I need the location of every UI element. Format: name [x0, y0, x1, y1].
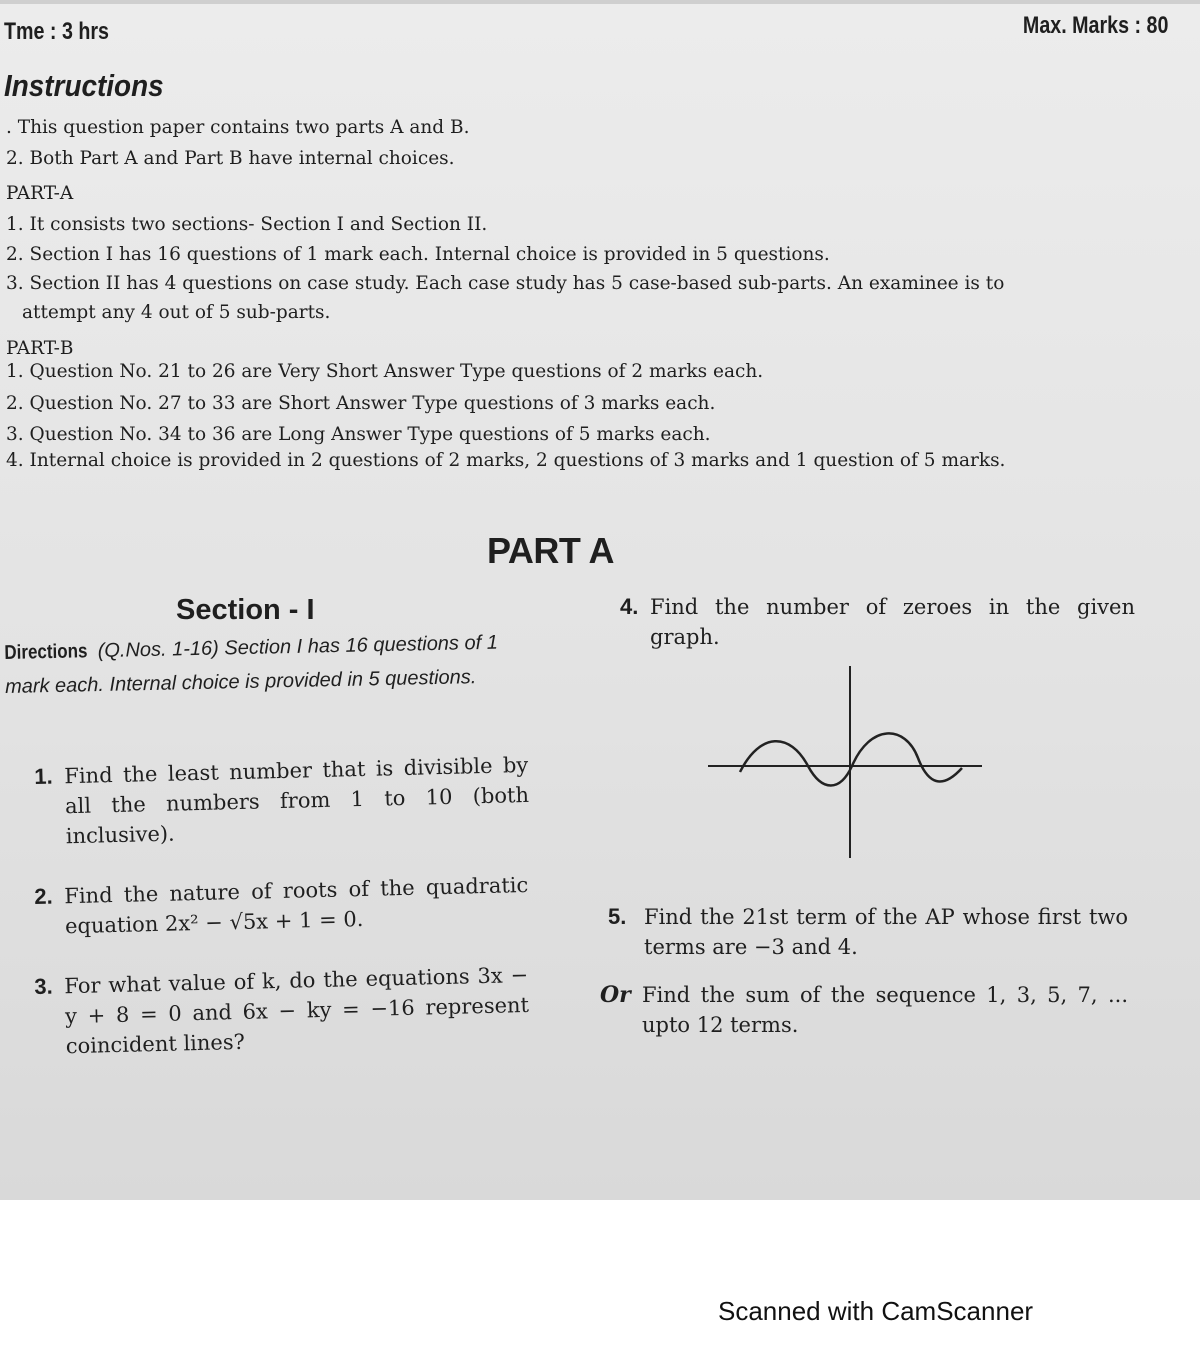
instructions-title: Instructions [4, 68, 164, 103]
camscanner-footer: Scanned with CamScanner [718, 1296, 1034, 1326]
question-text: Find the number of zeroes in the given graph. [650, 595, 1135, 649]
question-number: 3. [34, 973, 54, 999]
question-number: 2. [34, 883, 54, 909]
time-label: Tme : 3 hrs [4, 18, 109, 45]
section-heading: Section - I [176, 594, 315, 626]
instruction-item: 3. Section II has 4 questions on case study. Each case study has 5 case-based sub-parts. An examinee is to [6, 273, 1005, 294]
instruction-item-continued: attempt any 4 out of 5 sub-parts. [22, 302, 331, 323]
question-1 [34, 750, 530, 852]
question-text: Find the sum of the sequence 1, 3, 5, 7, ... upto 12 terms. [642, 983, 1128, 1037]
question-number: 4. [620, 594, 639, 619]
zeroes-graph [700, 662, 990, 862]
question-4 [620, 592, 1135, 652]
max-marks-label: Max. Marks : 80 [1022, 12, 1168, 39]
directions-body: (Q.Nos. 1-16) Section I has 16 questions of 1 mark each. Internal choice is provided in 5 questions. [4, 631, 499, 698]
instruction-item: 3. Question No. 34 to 36 are Long Answer Type questions of 5 marks each. [6, 424, 711, 445]
question-5 [608, 902, 1128, 962]
instruction-item: 2. Both Part A and Part B have internal choices. [6, 148, 455, 169]
question-2 [34, 870, 529, 942]
instruction-item: 1. Question No. 21 to 26 are Very Short Answer Type questions of 2 marks each. [6, 361, 764, 382]
question-5-or [600, 980, 1128, 1040]
top-rule [0, 0, 1200, 4]
instruction-item: . This question paper contains two parts A and B. [6, 117, 470, 138]
question-text: Find the nature of roots of the quadratic equation 2x² − √5x + 1 = 0. [64, 872, 529, 939]
question-3 [34, 960, 530, 1062]
question-text: Find the least number that is divisible by all the numbers from 1 to 10 (both inclusive). [64, 752, 530, 849]
part-a-label: PART-A [6, 183, 74, 204]
part-a-heading: PART A [487, 530, 614, 571]
directions-lead: Directions [4, 640, 88, 664]
question-text: Find the 21st term of the AP whose first two terms are −3 and 4. [644, 905, 1128, 959]
question-text: For what value of k, do the equations 3x − y + 8 = 0 and 6x − ky = −16 represent coincident lines? [64, 962, 530, 1059]
instruction-item: 2. Question No. 27 to 33 are Short Answer Type questions of 3 marks each. [6, 393, 716, 414]
instruction-item: 1. It consists two sections- Section I and Section II. [6, 214, 488, 235]
question-number: 1. [34, 763, 54, 789]
instruction-item: 4. Internal choice is provided in 2 questions of 2 marks, 2 questions of 3 marks and 1 question of 5 marks. [6, 450, 1006, 471]
directions-text [4, 625, 545, 704]
question-number: 5. [608, 904, 627, 929]
part-b-label: PART-B [6, 338, 74, 359]
or-label: Or [600, 982, 631, 1008]
instruction-item: 2. Section I has 16 questions of 1 mark each. Internal choice is provided in 5 questions. [6, 244, 830, 265]
